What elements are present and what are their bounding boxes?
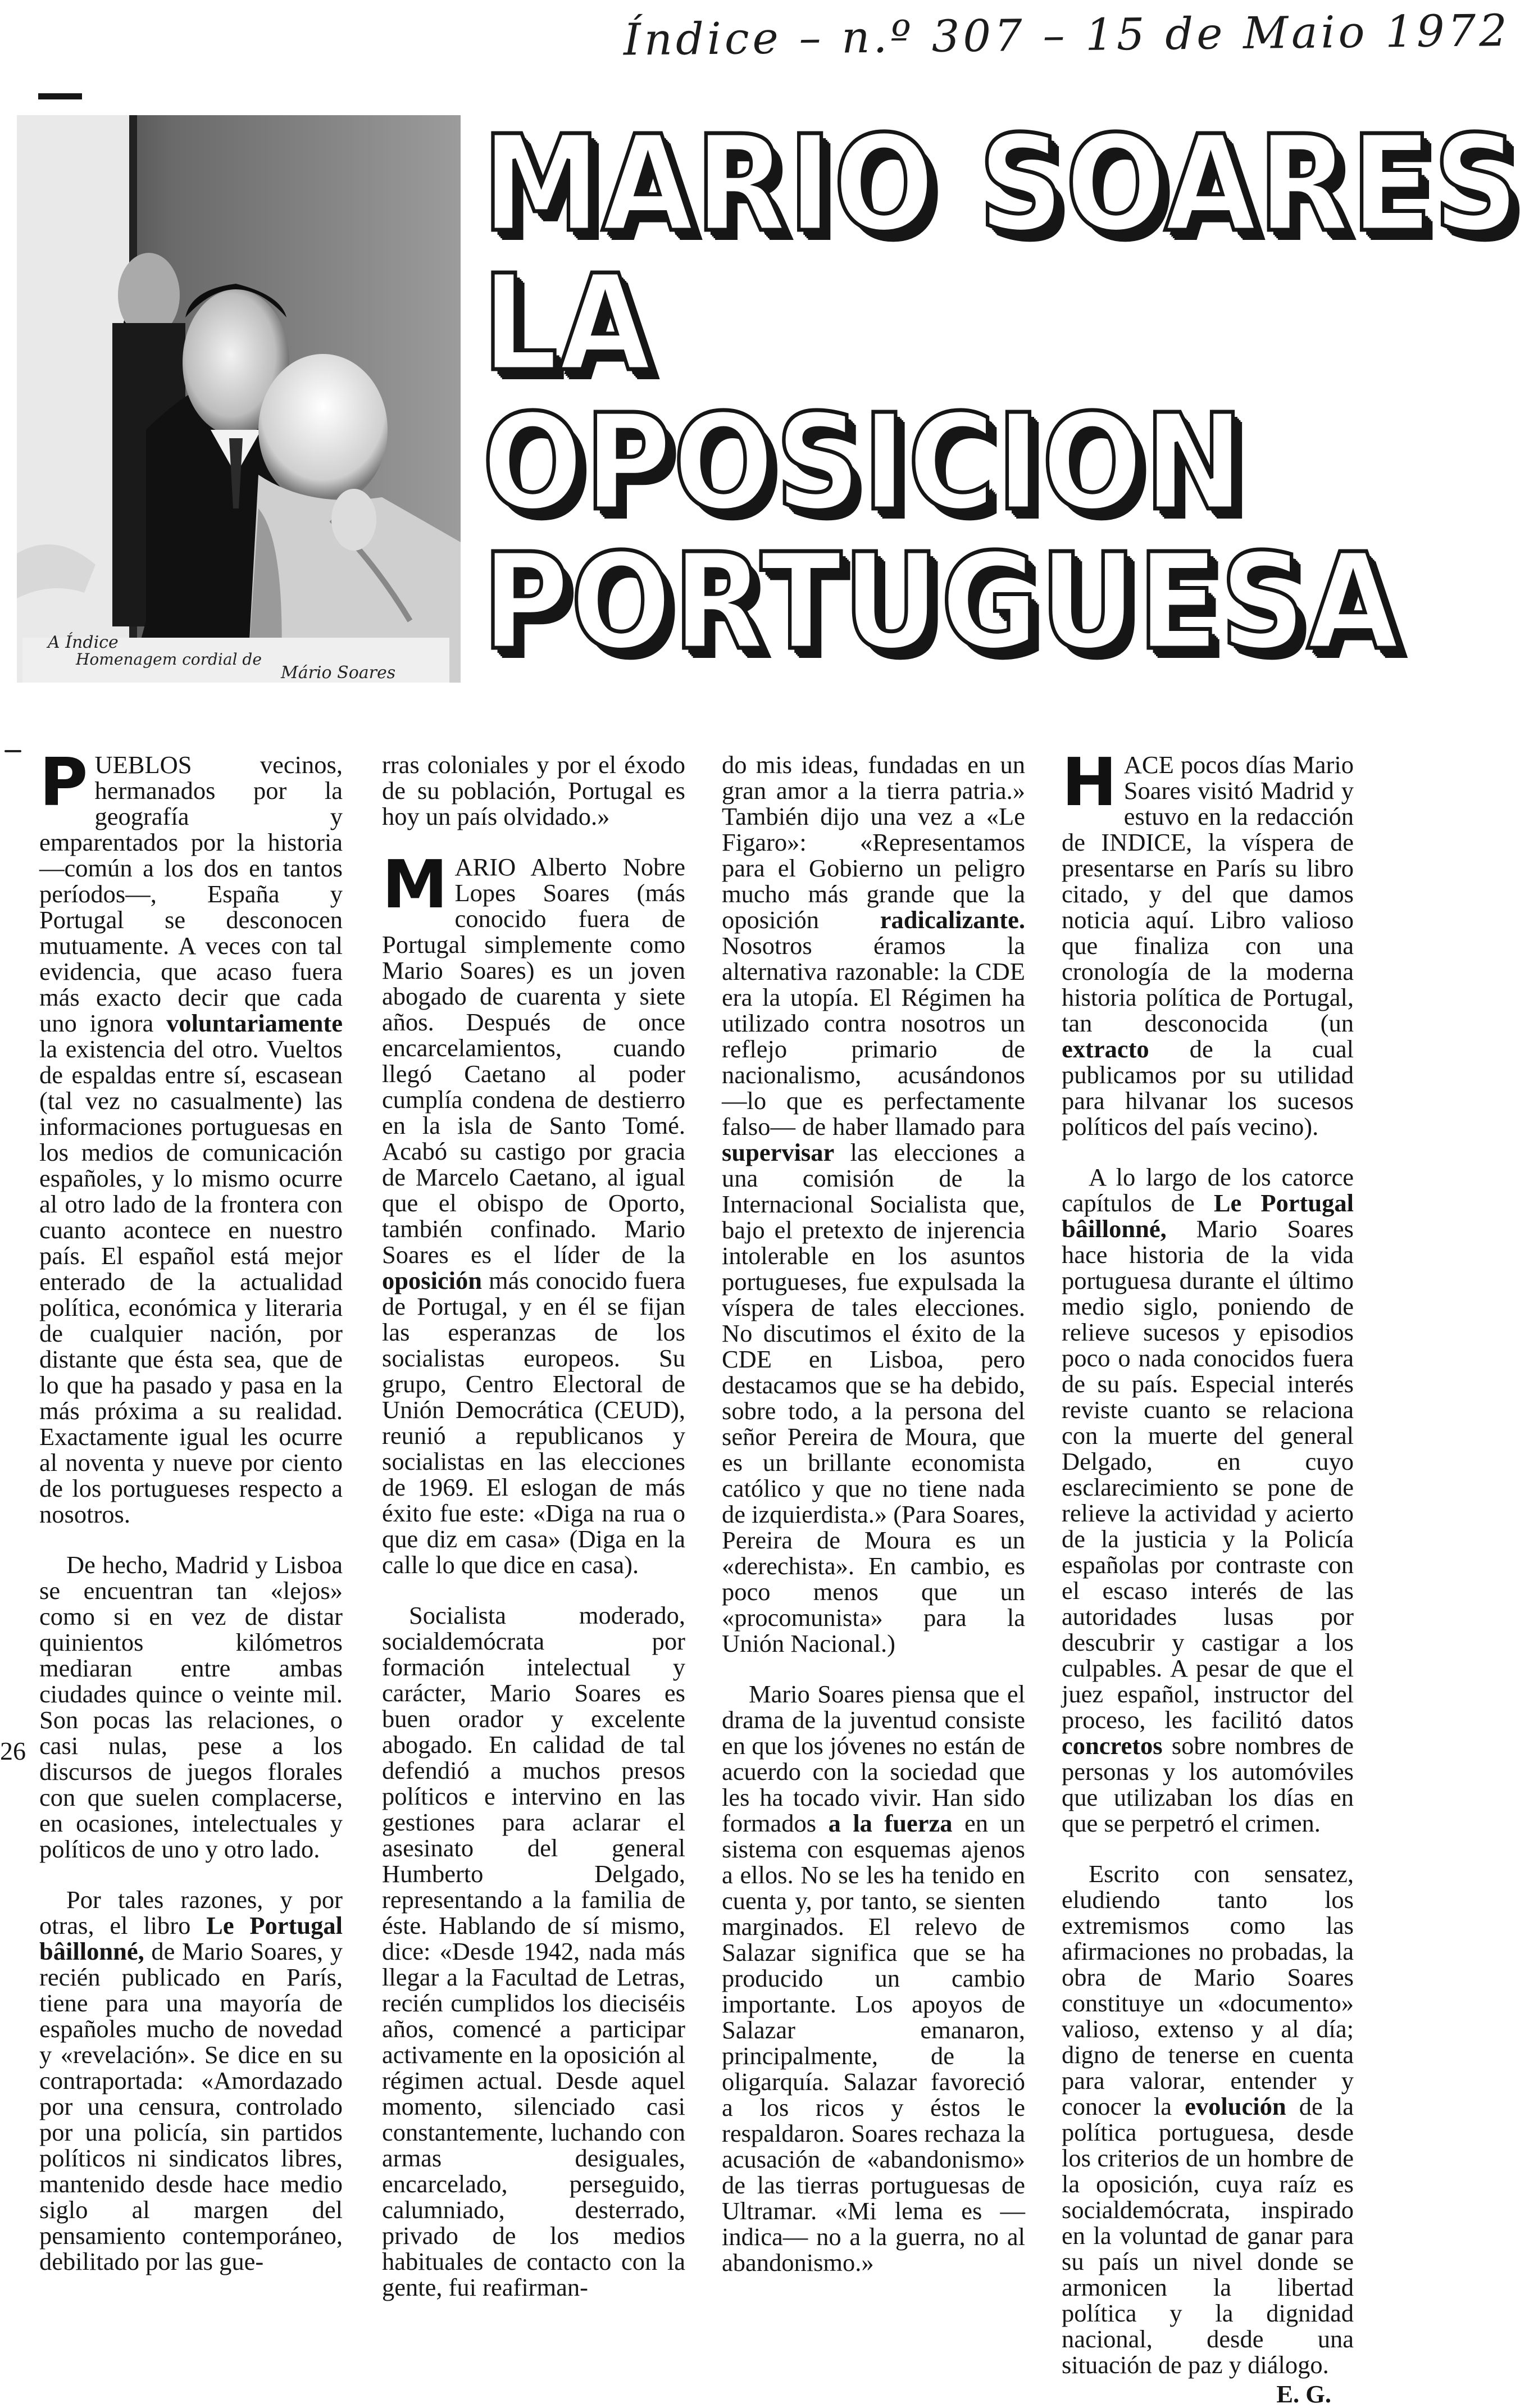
headline-line-1: MARIO SOARES xyxy=(482,107,1520,261)
text-run: Mario Soares piensa que el drama de la juventud consiste en que los jóvenes no están de acuerdo con la sociedad que les ha tocado vivir. Han sido formados xyxy=(722,1680,1025,1837)
margin-tick xyxy=(4,750,21,752)
article-column-3 xyxy=(722,752,1025,2275)
paragraph xyxy=(722,752,1025,1656)
photo-dedication-1: A Índice xyxy=(48,633,119,652)
emphasis: radicalizante. xyxy=(880,906,1025,934)
text-run: Nosotros éramos la alternativa razonable: la CDE era la utopía. El Régimen ha utilizado contra nosotros un reflejo primario de nacionalismo, acusándonos —lo que es perfectamente falso— de haber llamado para xyxy=(722,932,1025,1141)
headline xyxy=(482,107,1520,680)
emphasis: evolución xyxy=(1185,2092,1286,2120)
author-signature: E. G. xyxy=(1276,2380,1331,2408)
text-run: sobre nombres de personas y los automóviles que utilizaban los días en que se perpetró el crimen. xyxy=(1062,1732,1354,1837)
photo-dedication-2: Homenagem cordial de xyxy=(76,650,262,669)
paragraph xyxy=(39,743,343,1528)
text-run: las elecciones a una comisión de la Internacional Socialista que, bajo el pretexto de injerencia intolerable en los asuntos portugueses, fue expulsada la víspera de tales elecciones. No discutimos el éxito de la CDE en Lisboa, pero destacamos que se ha debido, sobre todo, a la persona del señor Pereira de Moura, que es un brillante economista católico y que no tiene nada de izquierdista.» (Para Soares, Pereira de Moura es un «derechista». En cambio, es poco menos que un «procomunista» para la Unión Nacional.) xyxy=(722,1138,1025,1657)
text-run: ARIO Alberto Nobre Lopes Soares (más conocido fuera de Portugal simplemente como Mario Soares) es un joven abogado de cuarenta y siete años. Después de once encarcelamientos, cuando llegó Caetano al poder cumplía condena de destierro en la isla de Santo Tomé. Acabó su castigo por gracia de Marcelo Caetano, al igual que el obispo de Oporto, también confinado. Mario Soares es el líder de la xyxy=(382,853,685,1269)
paragraph xyxy=(382,846,685,1579)
paragraph: De hecho, Madrid y Lisboa se encuentran tan «lejos» como si en vez de distar quinientos kilómetros mediaran entre ambas ciudades quince o veinte mil. Son pocas las relaciones, o casi nulas, pese a los discursos de juegos florales con que suelen complacerse, en ocasiones, intelectuales y políticos de uno y otro lado. xyxy=(39,1551,343,1863)
text-run: de la política portuguesa, desde los criterios de un hombre de la oposición, cuya raíz es socialdemócrata, inspirado en la voluntad de ganar para su país un nivel donde se armonicen la libertad política y la dignidad nacional, desde una situación de paz y diálogo. xyxy=(1062,2092,1354,2379)
book-title: Le Portugal bâillonné, xyxy=(1062,1189,1354,1243)
text-run: de la cual publicamos por su utilidad para hilvanar los sucesos políticos del país vecino). xyxy=(1062,1035,1354,1141)
article-column-2 xyxy=(382,752,685,2300)
emphasis: concretos xyxy=(1062,1732,1163,1760)
text-run: Mario Soares hace historia de la vida portuguesa durante el último medio siglo, poniendo de relieve sucesos y episodios poco o nada conocidos fuera de su país. Especial interés reviste cuanto se relaciona con la muerte del general Delgado, en cuyo esclarecimiento se pone de relieve la actividad y acierto de la justicia y la Policía españolas por contraste con el escaso interés de las autoridades lusas por descubrir y castigar a los culpables. A pesar de que el juez español, instructor del proceso, les facilitó datos xyxy=(1062,1215,1354,1734)
page-number: 26 xyxy=(0,1737,26,1765)
text-run: ACE pocos días Mario Soares visitó Madrid y estuvo en la redacción de INDICE, la víspera de presentarse en París su libro citado, y del que damos noticia aquí. Libro valioso que finaliza con una cronología de la moderna historia política de Portugal, tan desconocida (un xyxy=(1062,751,1354,1037)
text-run: en un sistema con esquemas ajenos a ellos. No se les ha tenido en cuenta y, por tanto, se sienten marginados. El relevo de Salazar significa que se ha producido un cambio importante. Los apoyos de Salazar emanaron, principalmente, de la oligarquía. Salazar favoreció a los ricos y éstos le respaldaron. Soares rechaza la acusación de «abandonismo» de las tierras portuguesas de Ultramar. «Mi lema es —indica— no a la guerra, no al abandonismo.» xyxy=(722,1809,1026,2277)
drop-cap: M xyxy=(382,846,448,923)
paragraph: rras coloniales y por el éxodo de su población, Portugal es hoy un país olvidado.» xyxy=(382,751,685,830)
headline-line-4: PORTUGUESA xyxy=(482,525,1400,679)
paragraph xyxy=(1062,1861,1354,2378)
text-run: A lo largo de los catorce capítulos de xyxy=(1062,1163,1354,1217)
text-run: UEBLOS vecinos, hermanados por la geografía y emparentados por la historia —común a los dos en tantos períodos—, España y Portugal se desconocen mutuamente. A veces con tal evidencia, que acaso fuera más exacto decir que cada uno ignora xyxy=(39,751,343,1037)
text-run: de Mario Soares, y recién publicado en París, tiene para una mayoría de españoles mucho de novedad y «revelación». Se dice en su contraportada: «Amordazado por una censura, controlado por una policía, sin partidos políticos ni sindicatos libres, mantenido desde hace medio siglo al margen del pensamiento contemporáneo, debilitado por las gue- xyxy=(39,1937,343,2275)
drop-cap: P xyxy=(39,743,88,821)
handwritten-note: Índice – n.º 307 – 15 de Maio 1972 xyxy=(623,6,1511,66)
emphasis: a la fuerza xyxy=(828,1809,953,1837)
margin-dash xyxy=(38,93,82,99)
text-run: Por tales razones, y por otras, el libro xyxy=(39,1885,343,1939)
headline-line-3: OPOSICION xyxy=(482,385,1245,540)
emphasis: extracto xyxy=(1062,1035,1149,1063)
text-run: Escrito con sensatez, eludiendo tanto los extremismos como las afirmaciones no probadas, la obra de Mario Soares constituye un «documento» valioso, extenso y al día; digno de tenerse en cuenta para valorar, entender y conocer la xyxy=(1062,1860,1354,2120)
text-run: do mis ideas, fundadas en un gran amor a la tierra patria.» También dijo una vez a «Le Figaro»: «Representamos para el Gobierno un peligro mucho más grande que la oposición xyxy=(722,751,1025,934)
paragraph: Socialista moderado, socialdemócrata por formación intelectual y carácter, Mario Soares es buen orador y excelente abogado. En calidad de tal defendió a muchos presos políticos e intervino en las gestiones para aclarar el asesinato del general Humberto Delgado, representando a la familia de éste. Hablando de sí mismo, dice: «Desde 1942, nada más llegar a la Facultad de Letras, recién cumplidos los dieciséis años, comencé a participar activamente en la oposición al régimen actual. Desde aquel momento, silenciado casi constantemente, luchando con armas desiguales, encarcelado, perseguido, calumniado, desterrado, privado de los medios habituales de contacto con la gente, fui reafirman- xyxy=(382,1601,685,2301)
paragraph xyxy=(1062,743,1354,1141)
drop-cap: H xyxy=(1062,743,1117,821)
portrait-photo xyxy=(17,115,461,683)
emphasis: oposición xyxy=(382,1266,483,1294)
headline-line-2: LA xyxy=(482,246,653,401)
article-column-4 xyxy=(1062,743,1354,2408)
paragraph xyxy=(39,1887,343,2274)
book-title: Le Portugal bâillonné, xyxy=(39,1911,343,1965)
paragraph xyxy=(1062,1164,1354,1836)
article-column-1 xyxy=(39,743,343,2275)
text-run: más conocido fuera de Portugal, y en él se fijan las esperanzas de los socialistas europeos. Su grupo, Centro Electoral de Unión Democrática (CEUD), reunió a republicanos y socialistas en las elecciones de 1969. El eslogan de más éxito fue este: «Diga na rua o que diz em casa» (Diga en la calle lo que dice en casa). xyxy=(382,1266,685,1579)
emphasis: supervisar xyxy=(722,1138,835,1166)
text-run: la existencia del otro. Vueltos de espaldas entre sí, escasean (tal vez no casualmente) las informaciones portuguesas en los medios de comunicación españoles, y lo mismo ocurre al otro lado de la frontera con cuanto acontece en nuestro país. El español está mejor enterado de la actualidad política, económica y literaria de cualquier nación, por distante que ésta sea, que de lo que ha pasado y pasa en la más próxima a su realidad. Exactamente igual les ocurre al noventa y nueve por ciento de los portugueses respecto a nosotros. xyxy=(39,1035,343,1528)
paragraph xyxy=(722,1681,1025,2275)
photo-dedication-3: Mário Soares xyxy=(281,663,396,683)
emphasis: voluntariamente xyxy=(166,1009,343,1037)
